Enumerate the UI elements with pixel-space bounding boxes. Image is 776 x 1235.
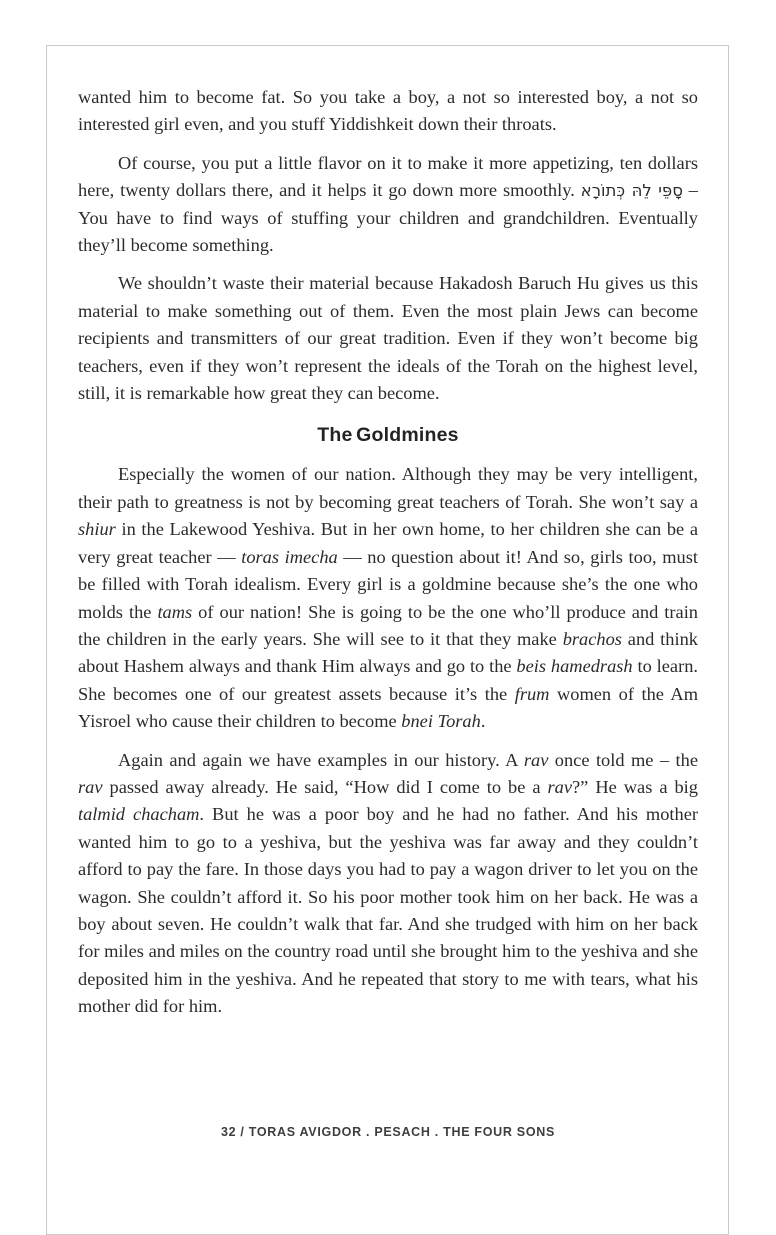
body-text xyxy=(78,84,698,1032)
italic-term: tams xyxy=(157,601,193,622)
text-run: . xyxy=(480,711,486,732)
text-run: of our nation! She is going to be the one who’ll produce and train the children in the early years. She will see to it that they make xyxy=(78,601,698,649)
text-run: once told me – the xyxy=(548,749,698,770)
text-run: We shouldn’t waste their material because Hakadosh Baruch Hu gives us this material to make something out of them. Even the most plain Jews can become recipients and transmitters of our great tradition. Even if they won’t become big teachers, even if they won’t represent the ideals of the Torah on the highest level, still, it is remarkable how great they can become. xyxy=(78,273,698,404)
italic-term: bnei Torah xyxy=(401,711,481,732)
text-run: in the Lakewood Yeshiva. But in her own home, to her children she can be a very great teacher — xyxy=(78,519,698,567)
text-run: and think about Hashem always and thank Him always and go to the xyxy=(78,628,698,677)
text-run: passed away already. He said, “How did I come to be a xyxy=(102,776,548,797)
text-run: – You have to find ways of stuffing your children and grandchildren. Eventually they’ll become something. xyxy=(78,180,699,256)
italic-term: toras imecha xyxy=(241,546,338,567)
page-footer: 32 / TORAS AVIGDOR . PESACH . THE FOUR SONS xyxy=(220,1125,556,1139)
text-run: women of the Am Yisroel who cause their children to become xyxy=(78,683,699,732)
paragraph xyxy=(78,150,698,260)
italic-term: rav xyxy=(547,776,573,797)
italic-term: shiur xyxy=(78,519,116,540)
text-run: — no question about it! And so, girls too, must be filled with Torah idealism. Every girl is a goldmine because she’s the one who molds the xyxy=(78,546,698,622)
paragraph xyxy=(78,270,698,407)
section-heading: The Goldmines xyxy=(317,424,459,447)
italic-term: beis hamedrash xyxy=(516,656,633,677)
text-run: . But he was a poor boy and he had no father. And his mother wanted him to go to a yeshiva, but the yeshiva was far away and they couldn’t afford to pay the fare. In those days you had to pay a wagon driver to let you on the wagon. She couldn’t afford it. So his poor mother took him on her back. He was a boy about seven. He couldn’t walk that far. And she trudged with him on her back for miles and miles on the country road until she brought him to the yeshiva and she deposited him in the yeshiva. And he repeated that story to me with tears, what his mother did for him. xyxy=(78,804,698,1017)
text-run: Again and again we have examples in our history. A xyxy=(118,749,524,770)
italic-term: frum xyxy=(514,683,550,704)
paragraph xyxy=(78,461,698,735)
hebrew-phrase: סָפֵּי לֵהּ כְּתוֹרָא xyxy=(580,181,683,201)
paragraph xyxy=(78,84,698,139)
italic-term: rav xyxy=(523,749,549,770)
paragraph xyxy=(78,747,698,1021)
text-run: to learn. She becomes one of our greatest assets because it’s the xyxy=(78,656,698,704)
text-run: ?” He was a big xyxy=(572,776,698,797)
text-run: Of course, you put a little flavor on it to make it more appetizing, ten dollars here, twenty dollars there, and it helps it go down more smoothly. xyxy=(78,152,698,201)
italic-term: rav xyxy=(78,776,103,797)
text-run: wanted him to become fat. So you take a boy, a not so interested boy, a not so interested girl even, and you stuff Yiddishkeit down their throats. xyxy=(78,87,698,135)
italic-term: brachos xyxy=(562,628,622,649)
text-run: Especially the women of our nation. Although they may be very intelligent, their path to greatness is not by becoming great teachers of Torah. She won’t say a xyxy=(78,464,698,512)
italic-term: talmid chacham xyxy=(78,804,200,825)
